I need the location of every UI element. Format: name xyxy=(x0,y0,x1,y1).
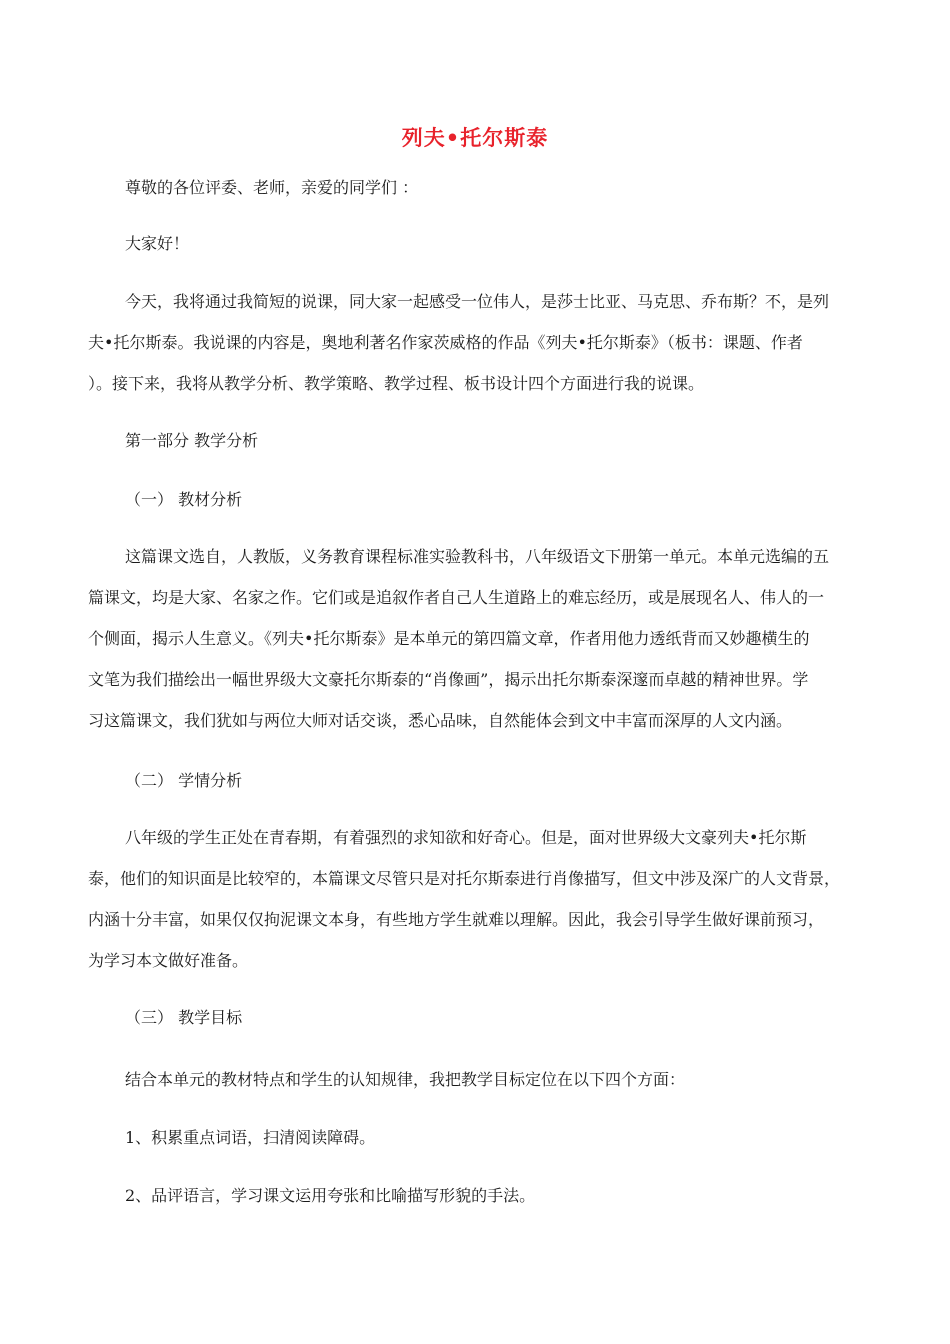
greeting-line: 尊敬的各位评委、老师，亲爱的同学们 ： xyxy=(125,178,419,197)
hello-line: 大家好！ xyxy=(125,234,190,253)
section1-line: 个侧面，揭示人生意义。《列夫•托尔斯泰》是本单元的第四篇文章，作者用他力透纸背而又妙趣横生的 xyxy=(88,629,810,648)
section2-line: 为学习本文做好准备。 xyxy=(88,951,249,970)
section3-heading: （三） 教学目标 xyxy=(125,1008,243,1027)
intro-line: ）。接下来，我将从教学分析、教学策略、教学过程、板书设计四个方面进行我的说课。 xyxy=(88,374,705,393)
goal-item: 1、积累重点词语，扫清阅读障碍。 xyxy=(125,1128,376,1147)
section1-line: 篇课文，均是大家、名家之作。它们或是追叙作者自己人生道路上的难忘经历，或是展现名人、伟人的一 xyxy=(88,588,825,607)
section2-line: 内涵十分丰富，如果仅仅拘泥课文本身，有些地方学生就难以理解。因此，我会引导学生做好课前预习， xyxy=(88,910,825,929)
part1-heading: 第一部分 教学分析 xyxy=(125,431,259,450)
intro-line: 夫•托尔斯泰。我说课的内容是，奥地利著名作家茨威格的作品《列夫•托尔斯泰》（板书：课题、作者 xyxy=(88,333,803,352)
section2-paragraph xyxy=(88,817,863,981)
section1-paragraph xyxy=(88,536,863,741)
intro-line: 今天，我将通过我简短的说课，同大家一起感受一位伟人，是莎士比亚、马克思、乔布斯？不，是列 xyxy=(125,292,830,311)
intro-paragraph xyxy=(88,281,863,404)
section1-line: 习这篇课文，我们犹如与两位大师对话交谈，悉心品味，自然能体会到文中丰富而深厚的人文内涵。 xyxy=(88,711,793,730)
goal-item: 2、品评语言，学习课文运用夸张和比喻描写形貌的手法。 xyxy=(125,1186,536,1205)
section3-intro: 结合本单元的教材特点和学生的认知规律，我把教学目标定位在以下四个方面： xyxy=(125,1070,686,1089)
section1-line: 这篇课文选自，人教版，义务教育课程标准实验教科书，八年级语文下册第一单元。本单元选编的五 xyxy=(125,547,830,566)
section1-line: 文笔为我们描绘出一幅世界级大文豪托尔斯泰的“肖像画”，揭示出托尔斯泰深邃而卓越的精神世界。学 xyxy=(88,670,809,689)
section1-heading: （一） 教材分析 xyxy=(125,490,243,509)
document-title: 列夫•托尔斯泰 xyxy=(401,126,549,150)
section2-line: 泰，他们的知识面是比较窄的，本篇课文尽管只是对托尔斯泰进行肖像描写，但文中涉及深广的人文背景， xyxy=(88,869,841,888)
section2-line: 八年级的学生正处在青春期，有着强烈的求知欲和好奇心。但是，面对世界级大文豪列夫•托尔斯 xyxy=(125,828,807,847)
section2-heading: （二） 学情分析 xyxy=(125,771,243,790)
